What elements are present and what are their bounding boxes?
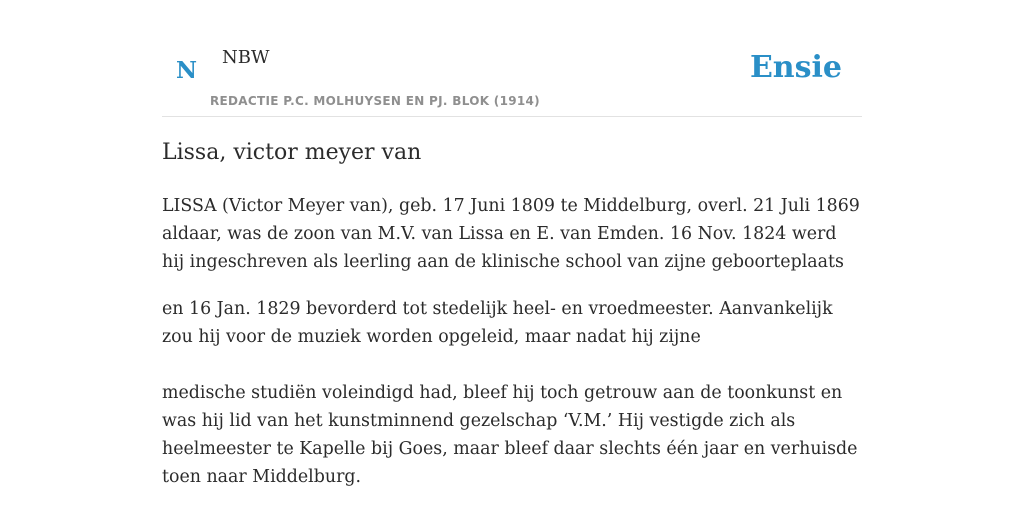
article-paragraph-3: medische studiën voleindigd had, bleef hij toch getrouw aan de toonkunst en was hij lid van het kunstminnend gezelschap ‘V.M.’ Hij vestigde zich als heelmeester te Kapelle bij Goes, maar bleef daar slechts één jaar en verhuisde toen naar Middelburg. xyxy=(162,383,858,487)
header xyxy=(162,0,862,117)
brand-logo[interactable]: Ensie xyxy=(749,50,842,85)
source-title[interactable]: NBW xyxy=(222,47,270,68)
article-title: Lissa, victor meyer van xyxy=(162,140,422,165)
source-subtitle: REDACTIE P.C. MOLHUYSEN EN PJ. BLOK (1914) xyxy=(210,94,540,108)
source-logo[interactable]: N xyxy=(176,57,198,84)
article-paragraph-1: LISSA (Victor Meyer van), geb. 17 Juni 1809 te Middelburg, overl. 21 Juli 1869 aldaar, was de zoon van M.V. van Lissa en E. van Emden. 16 Nov. 1824 werd hij ingeschreven als leerling aan de klinische school van zijne geboorteplaats xyxy=(162,196,860,272)
article-paragraph-2: en 16 Jan. 1829 bevorderd tot stedelijk heel- en vroedmeester. Aanvankelijk zou hij voor de muziek worden opgeleid, maar nadat hij zijne xyxy=(162,299,833,347)
page-container xyxy=(162,0,862,487)
